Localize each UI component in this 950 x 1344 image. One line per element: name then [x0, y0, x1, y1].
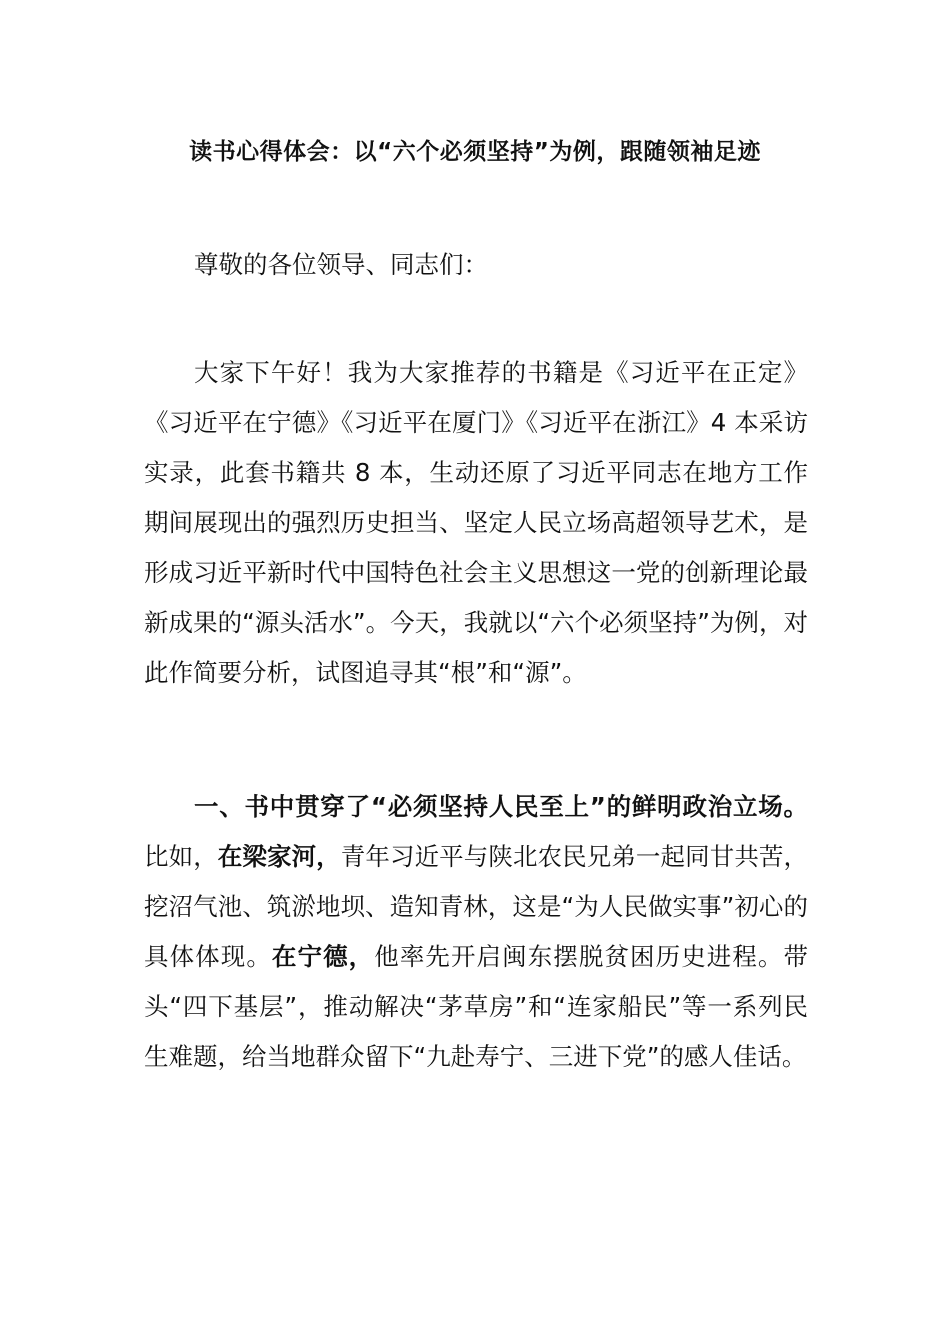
- document-title: 读书心得体会：以“六个必须坚持”为例，跟随领袖足迹: [189, 139, 761, 165]
- paragraph-intro: 大家下午好！我为大家推荐的书籍是《习近平在正定》《习近平在宁德》《习近平在厦门》《习近平在浙江》4 本采访实录，此套书籍共 8 本，生动还原了习近平同志在地方工作期间展现出的强烈历史担当、坚定人民立场高超领导艺术，是形成习近平新时代中国特色社会主义思想这一党的创新理论最新成果的“源头活水”。今天，我就以“六个必须坚持”为例，对此作简要分析，试图追寻其“根”和“源”。: [144, 358, 808, 687]
- section-heading: 一、书中贯穿了“必须坚持人民至上”的鲜明政治立场。: [194, 792, 808, 821]
- salutation: 尊敬的各位领导、同志们：: [194, 250, 488, 279]
- paragraph-section-one: [144, 782, 808, 1082]
- place-name-emphasis: 在宁德，: [271, 942, 375, 971]
- place-name-emphasis: 在梁家河，: [217, 842, 341, 871]
- paragraph-text: 青年习近平与陕北农民兄弟一起同甘共苦，挖沼气池、筑淤地坝、造知青林，这是“为人民做实事”初心的具体体现。: [144, 842, 809, 971]
- paragraph-text: 他率先开启闽东摆脱贫困历史进程。带头“四下基层”，推动解决“茅草房”和“连家船民”等一系列民生难题，给当地群众留下“九赴寿宁、三进下党”的感人佳话。: [144, 942, 809, 1071]
- paragraph-text: 比如，: [144, 842, 218, 871]
